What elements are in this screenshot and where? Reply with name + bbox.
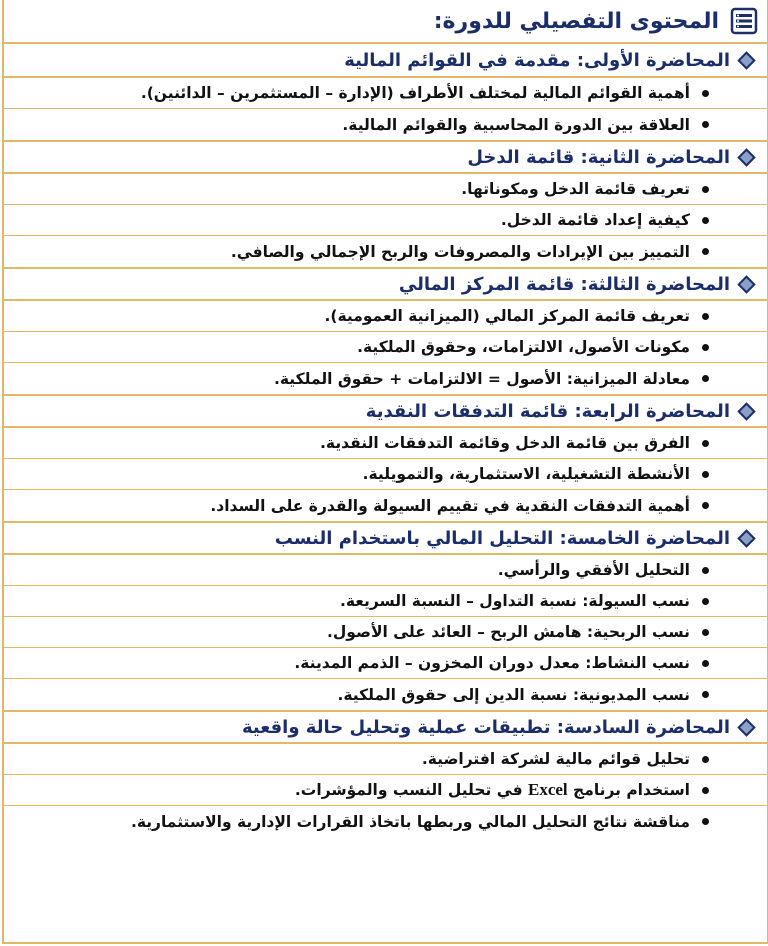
lecture-heading: [4, 521, 767, 555]
list-item-text: تعريف قائمة الدخل ومكوناتها.: [461, 180, 690, 198]
bullet-icon: [702, 691, 709, 698]
lecture-section: [4, 44, 767, 140]
list-item-text: أهمية القوائم المالية لمختلف الأطراف (الإدارة – المستثمرين – الدائنين).: [140, 84, 690, 102]
lecture-title: المحاضرة الخامسة: التحليل المالي باستخدام النسب: [274, 527, 730, 549]
list-item: [4, 332, 767, 363]
lecture-heading: [4, 267, 767, 301]
list-item-text: نسب الربحية: هامش الربح – العائد على الأصول.: [326, 623, 690, 641]
lecture-title: المحاضرة الثانية: قائمة الدخل: [467, 146, 730, 168]
bullet-icon: [702, 375, 709, 382]
bullet-icon: [702, 567, 709, 574]
list-item: [4, 617, 767, 648]
list-item-text: تحليل قوائم مالية لشركة افتراضية.: [421, 750, 690, 768]
list-item: [4, 428, 767, 459]
page-header: [4, 0, 767, 44]
lecture-heading: [4, 44, 767, 78]
list-item: [4, 205, 767, 236]
list-item: [4, 363, 767, 394]
bullet-icon: [702, 660, 709, 667]
lecture-section: [4, 267, 767, 394]
diamond-icon: [737, 718, 755, 736]
lecture-title: المحاضرة الأولى: مقدمة في القوائم المالية: [344, 49, 730, 71]
lecture-heading: [4, 140, 767, 174]
list-item: [4, 586, 767, 617]
bullet-icon: [702, 248, 709, 255]
list-item-text: تعريف قائمة المركز المالي (الميزانية العمومية).: [324, 307, 690, 325]
diamond-icon: [737, 148, 755, 166]
list-item: [4, 459, 767, 490]
list-item-text: الأنشطة التشغيلية، الاستثمارية، والتمويلية.: [362, 465, 690, 483]
bullet-icon: [702, 502, 709, 509]
bullet-icon: [702, 471, 709, 478]
list-item: [4, 555, 767, 586]
list-item: [4, 236, 767, 267]
list-item: [4, 109, 767, 140]
list-item: [4, 775, 767, 806]
list-item: [4, 490, 767, 521]
diamond-icon: [737, 402, 755, 420]
lecture-title: المحاضرة الرابعة: قائمة التدفقات النقدية: [365, 400, 730, 422]
document-stack-icon: [729, 6, 759, 36]
list-item-text: نسب النشاط: معدل دوران المخزون – الذمم المدينة.: [294, 654, 690, 672]
list-item: [4, 679, 767, 710]
lecture-section: [4, 710, 767, 837]
lecture-heading: [4, 710, 767, 744]
bullet-icon: [702, 440, 709, 447]
bullet-icon: [702, 186, 709, 193]
bullet-icon: [702, 818, 709, 825]
list-item-text: مناقشة نتائج التحليل المالي وربطها باتخاذ القرارات الإدارية والاستثمارية.: [130, 812, 690, 831]
sections-list: [4, 44, 767, 837]
list-item-text: التحليل الأفقي والرأسي.: [497, 561, 690, 579]
list-item-text: الفرق بين قائمة الدخل وقائمة التدفقات النقدية.: [320, 434, 690, 452]
list-item-text: نسب المديونية: نسبة الدين إلى حقوق الملكية.: [337, 685, 690, 704]
bullet-icon: [702, 217, 709, 224]
course-content-page: [2, 0, 768, 944]
diamond-icon: [737, 51, 755, 69]
page-title: المحتوى التفصيلي للدورة:: [433, 8, 719, 34]
list-item-text: مكونات الأصول، الالتزامات، وحقوق الملكية.: [357, 338, 690, 356]
list-item-text: نسب السيولة: نسبة التداول – النسبة السريعة.: [340, 592, 690, 610]
bullet-icon: [702, 344, 709, 351]
bullet-icon: [702, 598, 709, 605]
list-item-text: استخدام برنامج Excel في تحليل النسب والمؤشرات.: [294, 780, 690, 799]
lecture-section: [4, 140, 767, 267]
bullet-icon: [702, 121, 709, 128]
lecture-title: المحاضرة الثالثة: قائمة المركز المالي: [398, 273, 730, 295]
lecture-heading: [4, 394, 767, 428]
list-item-text: كيفية إعداد قائمة الدخل.: [500, 211, 690, 229]
list-item-text: معادلة الميزانية: الأصول = الالتزامات + حقوق الملكية.: [274, 369, 690, 388]
bullet-icon: [702, 90, 709, 97]
lecture-section: [4, 394, 767, 521]
lecture-section: [4, 521, 767, 710]
lecture-title: المحاضرة السادسة: تطبيقات عملية وتحليل حالة واقعية: [241, 716, 730, 738]
list-item: [4, 301, 767, 332]
list-item: [4, 648, 767, 679]
diamond-icon: [737, 275, 755, 293]
list-item: [4, 78, 767, 109]
list-item: [4, 174, 767, 205]
list-item-text: أهمية التدفقات النقدية في تقييم السيولة والقدرة على السداد.: [210, 496, 690, 515]
bullet-icon: [702, 313, 709, 320]
bullet-icon: [702, 629, 709, 636]
diamond-icon: [737, 529, 755, 547]
list-item-text: العلاقة بين الدورة المحاسبية والقوائم المالية.: [342, 115, 690, 134]
bullet-icon: [702, 756, 709, 763]
list-item: [4, 806, 767, 837]
list-item-text: التمييز بين الإيرادات والمصروفات والربح الإجمالي والصافي.: [230, 242, 690, 261]
bullet-icon: [702, 787, 709, 794]
list-item: [4, 744, 767, 775]
